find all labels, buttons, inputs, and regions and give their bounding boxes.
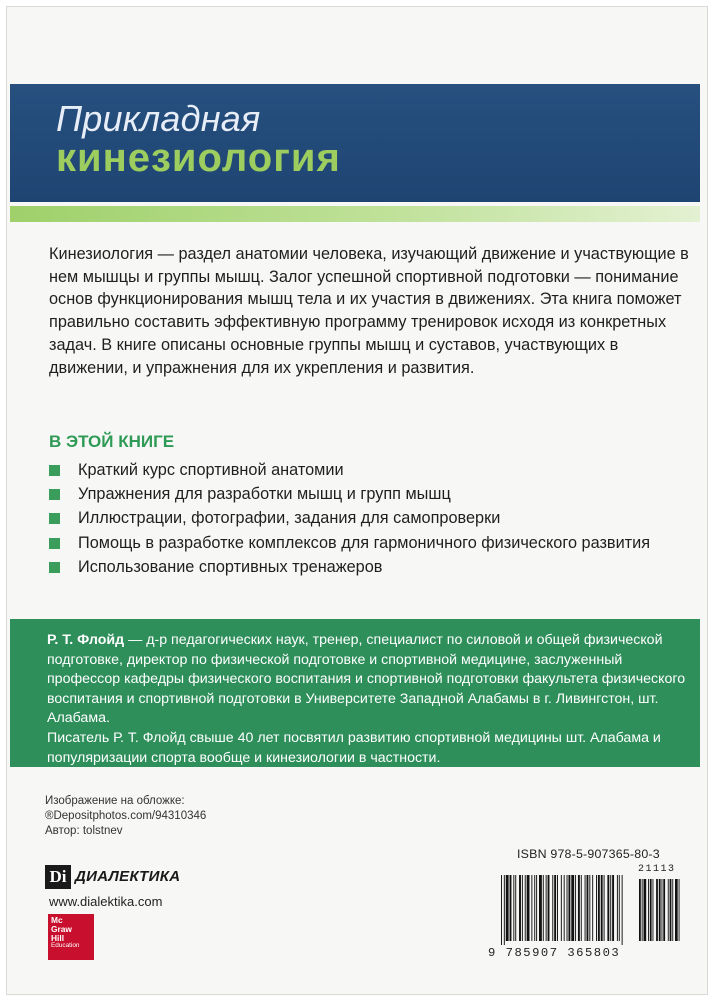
bullet-square-icon: [49, 489, 60, 500]
features-list: [49, 459, 669, 580]
feature-item: [49, 532, 669, 555]
feature-item: [49, 507, 669, 530]
barcode-icon: [499, 875, 682, 945]
publisher-website[interactable]: www.dialektika.com: [49, 894, 163, 909]
bullet-square-icon: [49, 513, 60, 524]
title-band: [10, 84, 700, 202]
feature-text: Упражнения для разработки мышц и групп мышц: [78, 485, 451, 504]
title-line-1: Прикладная: [56, 98, 261, 139]
author-bio-text: — д-р педагогических наук, тренер, специалист по силовой и общей физической подготовке, директор по физической подготовке и спортивной медицине, заслуженный профессор кафедры физического воспитания и спортивной подготовки факультета физического воспитания и спортивной подготовки в Университете Западной Алабамы в г. Ливингстон, шт. Алабама.: [47, 632, 686, 727]
ean-digits: 9 785907 365803: [488, 946, 621, 960]
barcode-addon-digits: 21113: [638, 864, 676, 875]
barcode-area: [476, 847, 691, 967]
book-description: Кинезиология — раздел анатомии человека, изучающий движение и участвующие в нем мышцы и группы мышц. Залог успешной спортивной подготовки — понимание основ функционирования мышц тела и их участия в движениях. Эта книга поможет правильно составить эффективную программу тренировок исходя из конкретных задач. В книге описаны основные группы мышц и суставов, участвующих в движении, и упражнения для их укрепления и развития.: [49, 245, 689, 377]
mcgraw-hill-logo-text: Mc Graw Hill Education: [51, 915, 80, 950]
credits-line: ®Depositphotos.com/94310346: [45, 810, 207, 823]
book-back-cover: [7, 7, 707, 994]
bullet-square-icon: [49, 538, 60, 549]
feature-item: [49, 459, 669, 482]
feature-text: Иллюстрации, фотографии, задания для самопроверки: [78, 509, 501, 528]
title-line-2: кинезиология: [56, 136, 341, 180]
green-accent-bar: [10, 206, 700, 222]
in-book-heading: В ЭТОЙ КНИГЕ: [49, 432, 175, 451]
feature-item: [49, 556, 669, 579]
author-box: [10, 619, 700, 767]
feature-item: [49, 483, 669, 506]
publisher-mark-icon: Di: [45, 865, 71, 889]
feature-text: Краткий курс спортивной анатомии: [78, 461, 344, 479]
bullet-square-icon: [49, 465, 60, 476]
feature-text: Использование спортивных тренажеров: [78, 557, 383, 576]
credits-line: Автор: tolstnev: [45, 825, 123, 838]
credits-line: Изображение на обложке:: [45, 795, 185, 807]
mcgraw-hill-logo: [48, 914, 94, 960]
author-bio: [47, 631, 687, 768]
feature-text: Помощь в разработке комплексов для гармоничного физического развития: [78, 533, 651, 552]
isbn-number: ISBN 978-5-907365-80-3: [517, 847, 660, 861]
bullet-square-icon: [49, 562, 60, 573]
author-name: Р. Т. Флойд: [47, 632, 125, 648]
publisher-logo: [45, 865, 195, 891]
publisher-name: ДИАЛЕКТИКА: [75, 868, 181, 885]
image-credits: [45, 794, 206, 840]
author-bio-text-2: Писатель Р. Т. Флойд свыше 40 лет посвятил развитию спортивной медицины шт. Алабама и популяризации спорта вообще и кинезиологии в частности.: [47, 729, 661, 766]
